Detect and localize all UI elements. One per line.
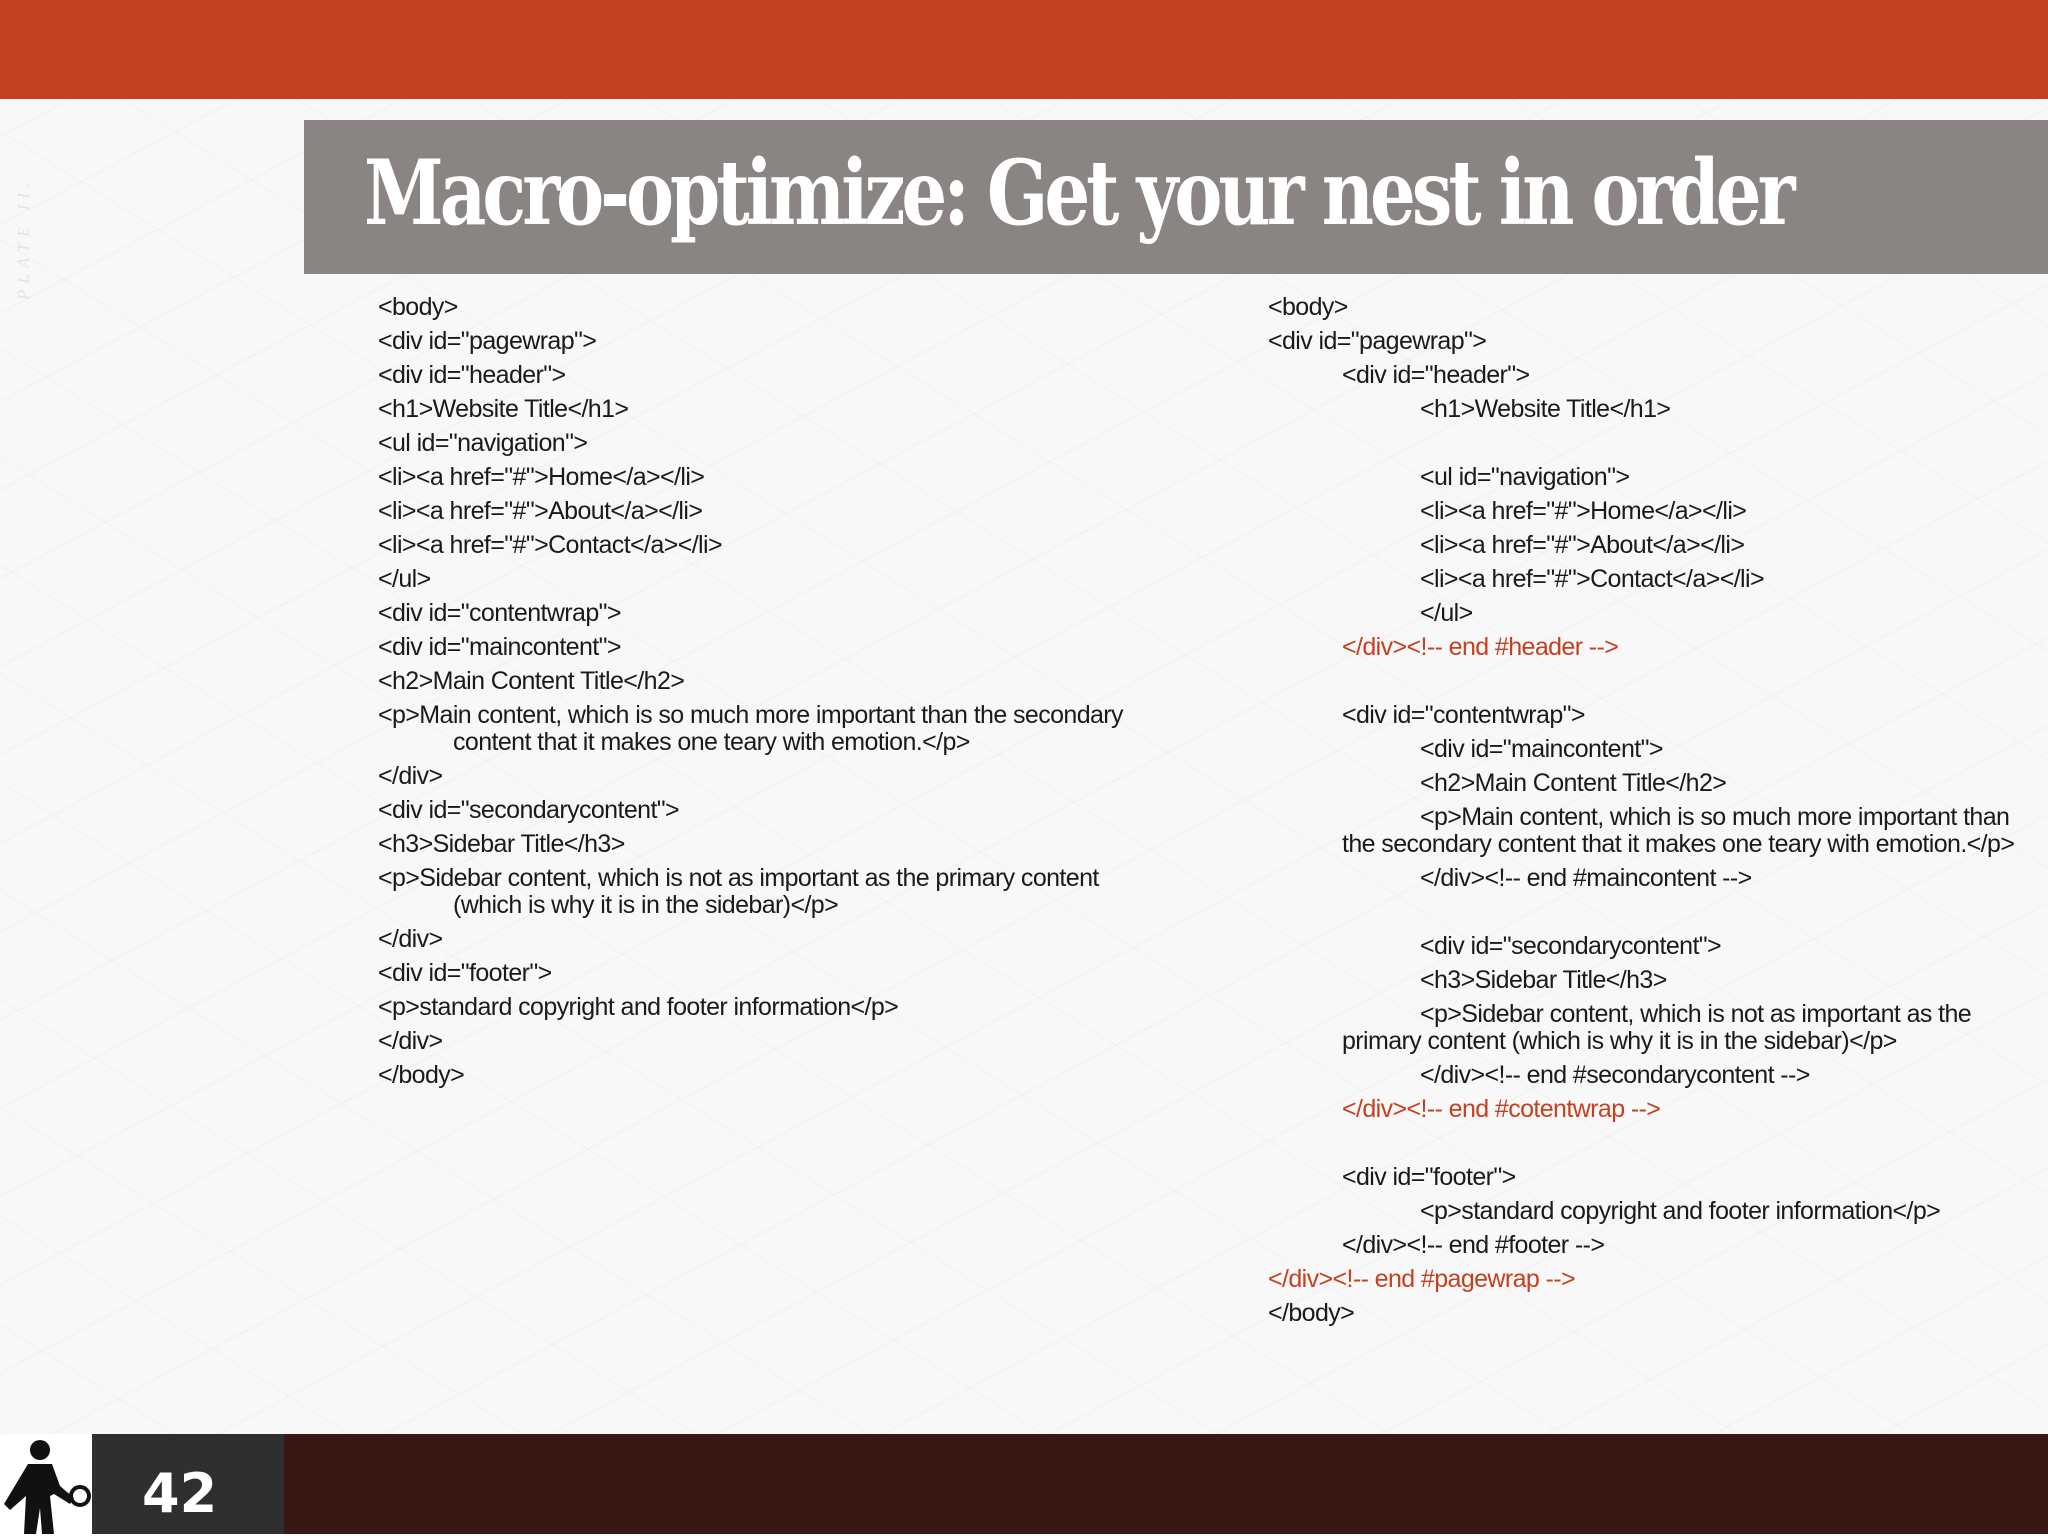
page-number-box [92, 1434, 284, 1534]
code-line: <li><a href="#">Home</a></li> [1420, 497, 1747, 525]
code-line: <ul id="navigation"> [378, 429, 588, 457]
code-line: <body> [1268, 293, 1348, 321]
blank-line [1268, 1130, 2038, 1157]
code-line: </div> [378, 1027, 443, 1055]
code-line: <div id="footer"> [378, 959, 552, 987]
code-line: <p>Main content, which is so much more important than the secondary content that it makes one teary with emotion.</p> [378, 701, 1123, 756]
code-line: </div><!-- end #secondarycontent --> [1420, 1061, 1810, 1089]
header-end-comment: </div><!-- end #header --> [1342, 633, 1619, 661]
code-line: <li><a href="#">Contact</a></li> [1420, 565, 1764, 593]
code-line: <p>standard copyright and footer information</p> [1420, 1197, 1941, 1225]
code-line: </div> [378, 925, 443, 953]
code-line: <div id="secondarycontent"> [1420, 932, 1722, 960]
contentwrap-end-comment: </div><!-- end #cotentwrap --> [1342, 1095, 1661, 1123]
code-line: </body> [378, 1061, 465, 1089]
code-line: <div id="contentwrap"> [1342, 701, 1585, 729]
plate-watermark: PLATE II. [14, 176, 33, 300]
code-line: <body> [378, 293, 458, 321]
code-line: <p>Sidebar content, which is not as important as the primary content (which is why it is in the sidebar)</p> [1342, 1000, 1972, 1055]
code-line: </div> [378, 762, 443, 790]
code-line: <div id="maincontent"> [1420, 735, 1663, 763]
code-line: <div id="header"> [1342, 361, 1530, 389]
code-line: </ul> [378, 565, 431, 593]
code-line: <div id="maincontent"> [378, 633, 621, 661]
blank-line [1268, 899, 2038, 926]
code-line: <div id="header"> [378, 361, 566, 389]
code-line: </div><!-- end #maincontent --> [1420, 864, 1752, 892]
slide-title: Macro-optimize: Get your nest in order [364, 140, 1792, 246]
inspector-figure-icon [0, 1434, 92, 1534]
code-line: <h2>Main Content Title</h2> [378, 667, 685, 695]
footer-icon-box [0, 1434, 92, 1534]
blank-line [1268, 430, 2038, 457]
code-line: <p>standard copyright and footer information</p> [378, 993, 899, 1021]
code-line: </div><!-- end #footer --> [1342, 1231, 1605, 1259]
code-line: <h3>Sidebar Title</h3> [1420, 966, 1667, 994]
code-line: <div id="pagewrap"> [1268, 327, 1487, 355]
code-line: <h2>Main Content Title</h2> [1420, 769, 1727, 797]
blank-line [1268, 668, 2038, 695]
code-line: <h1>Website Title</h1> [378, 395, 629, 423]
code-line: <p>Main content, which is so much more important than the secondary content that it makes one teary with emotion.</p> [1342, 803, 2015, 858]
code-line: <h3>Sidebar Title</h3> [378, 830, 625, 858]
top-accent-bar [0, 0, 2048, 99]
nested-markup-listing [1268, 294, 2038, 1334]
code-line: <h1>Website Title</h1> [1420, 395, 1671, 423]
code-line: <li><a href="#">Home</a></li> [378, 463, 705, 491]
flat-markup-listing [378, 294, 1158, 1096]
code-line: <div id="footer"> [1342, 1163, 1516, 1191]
code-line: <li><a href="#">About</a></li> [1420, 531, 1745, 559]
pagewrap-end-comment: </div><!-- end #pagewrap --> [1268, 1265, 1576, 1293]
code-line: <p>Sidebar content, which is not as important as the primary content (which is why it is in the sidebar)</p> [378, 864, 1099, 919]
code-line: </body> [1268, 1299, 1355, 1327]
title-banner [304, 120, 2048, 274]
code-line: <li><a href="#">Contact</a></li> [378, 531, 722, 559]
code-line: </ul> [1420, 599, 1473, 627]
code-line: <div id="contentwrap"> [378, 599, 621, 627]
code-line: <div id="pagewrap"> [378, 327, 597, 355]
code-line: <li><a href="#">About</a></li> [378, 497, 703, 525]
footer-bar [0, 1434, 2048, 1534]
code-line: <ul id="navigation"> [1420, 463, 1630, 491]
page-number: 42 [142, 1462, 218, 1525]
code-line: <div id="secondarycontent"> [378, 796, 680, 824]
